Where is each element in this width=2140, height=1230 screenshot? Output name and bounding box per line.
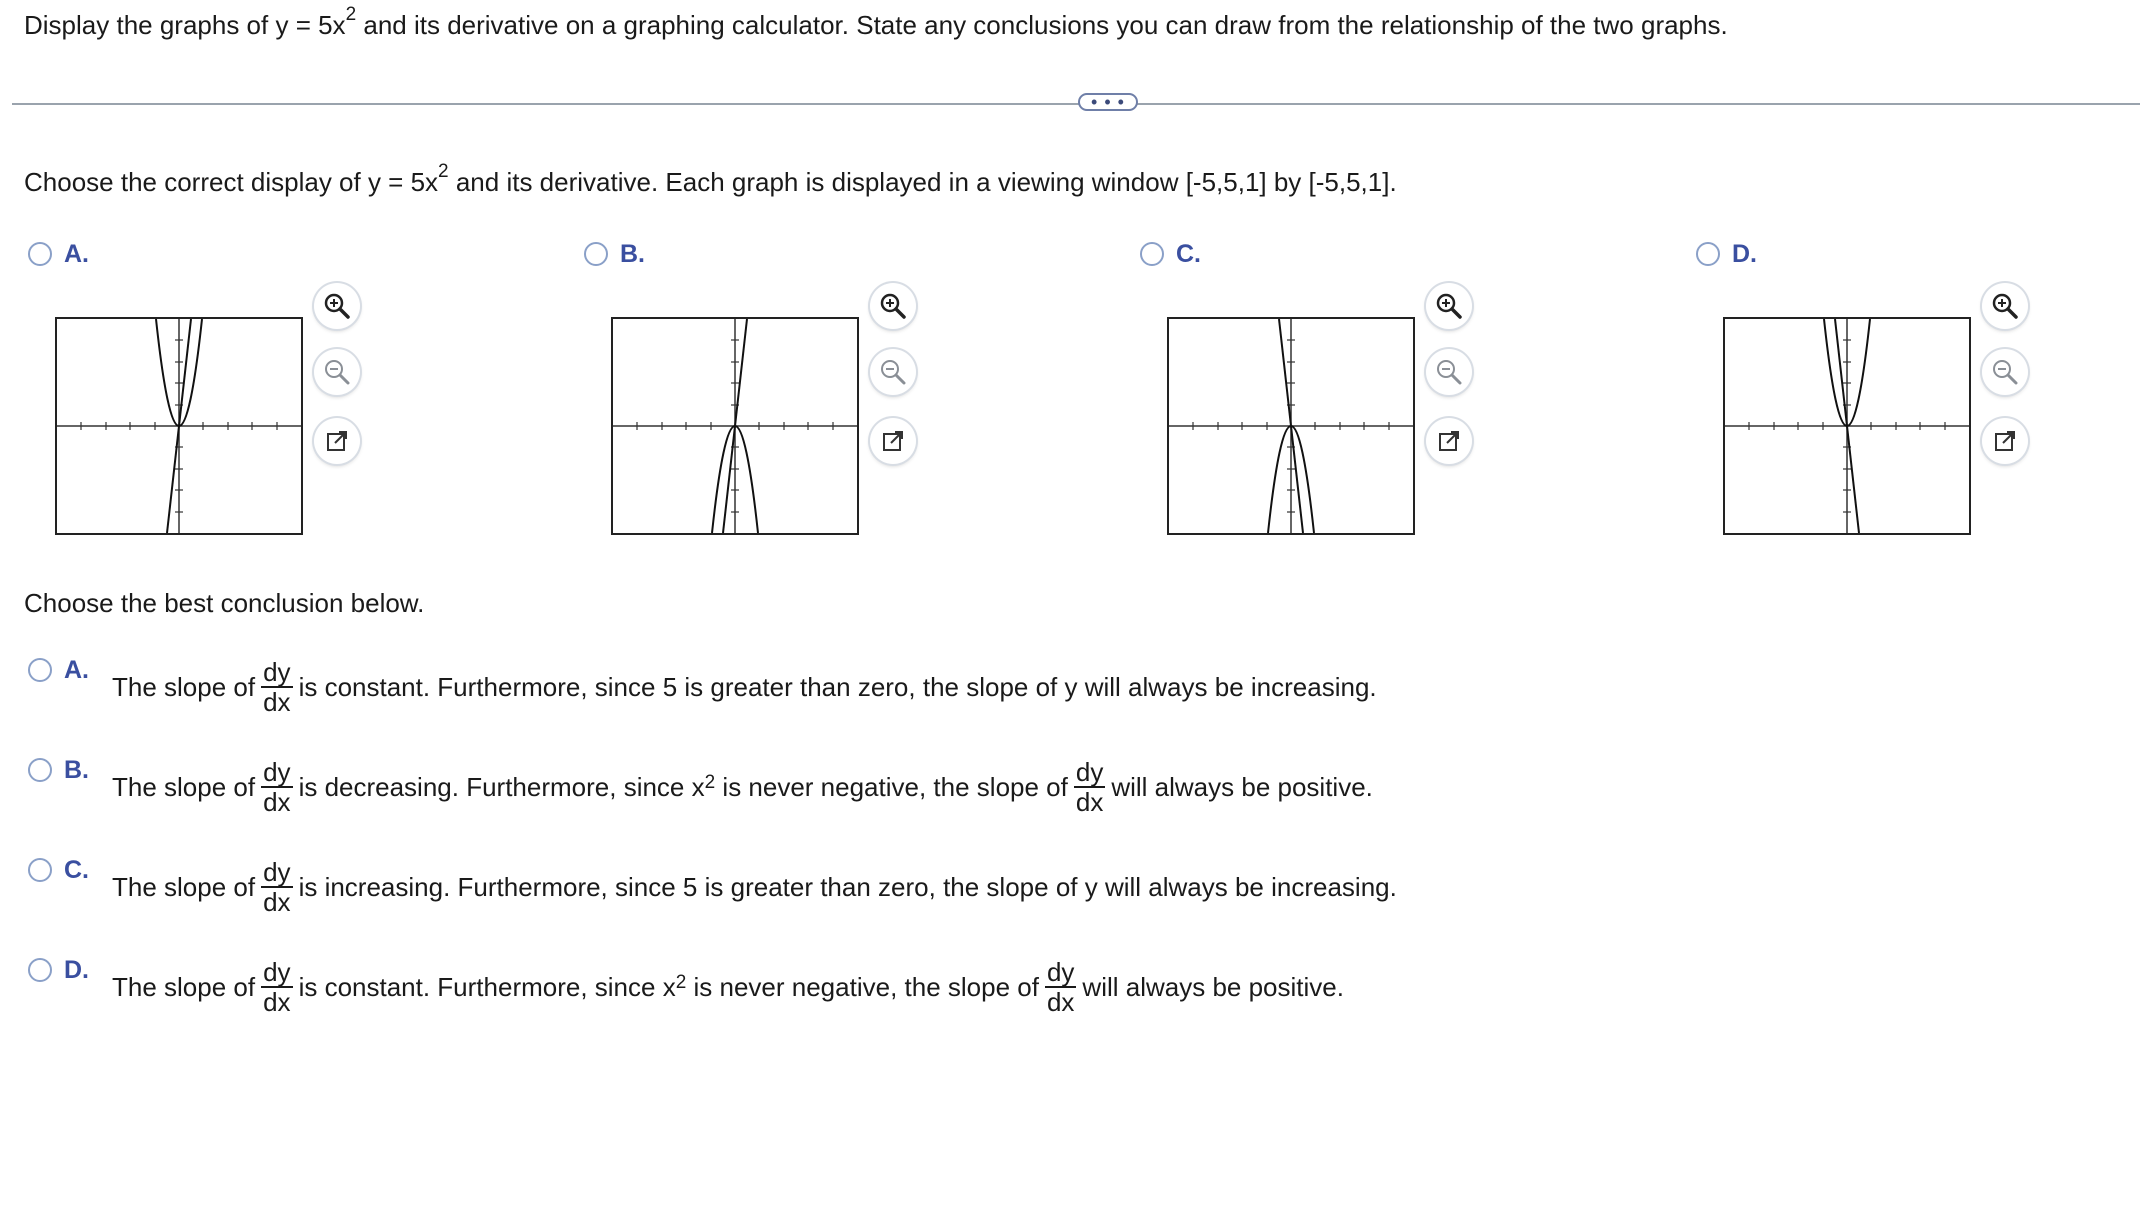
zoom-in-button[interactable]	[870, 283, 916, 329]
open-external-button[interactable]	[314, 418, 360, 464]
zoom-out-button[interactable]	[314, 349, 360, 395]
section-divider	[12, 103, 2140, 105]
conclusion-a-letter: A.	[64, 656, 89, 684]
fraction-dy-dx: $\frac{dy}{dx}$	[263, 657, 291, 717]
open-external-icon	[1436, 428, 1462, 454]
graph-option-a-radio[interactable]	[28, 242, 52, 266]
graph-option-c-radio[interactable]	[1140, 242, 1164, 266]
zoom-out-icon	[322, 357, 352, 387]
zoom-out-icon	[878, 357, 908, 387]
zoom-in-button[interactable]	[1426, 283, 1472, 329]
fraction-dy-dx: $\frac{dy}{dx}$	[263, 857, 291, 917]
more-button[interactable]: • • •	[1078, 93, 1138, 111]
zoom-out-icon	[1990, 357, 2020, 387]
conclusion-d-letter: D.	[64, 956, 89, 984]
fraction-dy-dx: $\frac{dy}{dx}$	[1075, 757, 1104, 817]
open-external-icon	[324, 428, 350, 454]
fraction-dy-dx: $\frac{dy}{dx}$	[263, 957, 291, 1017]
conclusion-d-radio[interactable]	[28, 958, 52, 982]
zoom-in-icon	[1990, 291, 2020, 321]
conclusion-a-radio[interactable]	[28, 658, 52, 682]
open-external-icon	[880, 428, 906, 454]
zoom-out-icon	[1434, 357, 1464, 387]
question-pre: Display the graphs of y = 5x	[24, 10, 346, 40]
conclusion-b-radio[interactable]	[28, 758, 52, 782]
zoom-out-button[interactable]	[870, 349, 916, 395]
graph-option-b-letter: B.	[620, 240, 645, 268]
fraction-dy-dx: $\frac{dy}{dx}$	[1046, 957, 1075, 1017]
conclusion-d-text: The slope of $\frac{dy}{dx}$ is constant. Furthermore, since x $^2$ is never negative, the slope of $\frac{dy}{dx}$ will always be positive.	[112, 957, 1344, 1017]
conclusion-b-letter: B.	[64, 756, 89, 784]
conclusion-c-radio[interactable]	[28, 858, 52, 882]
zoom-in-icon	[878, 291, 908, 321]
zoom-in-button[interactable]	[314, 283, 360, 329]
open-external-icon	[1992, 428, 2018, 454]
graph-option-d-radio[interactable]	[1696, 242, 1720, 266]
graph-option-c	[1167, 317, 1415, 535]
question-exponent: 2	[345, 4, 357, 26]
zoom-in-button[interactable]	[1982, 283, 2028, 329]
question-text	[24, 4, 1728, 41]
graph-option-b	[611, 317, 859, 535]
graph-option-d-letter: D.	[1732, 240, 1757, 268]
open-external-button[interactable]	[870, 418, 916, 464]
open-external-button[interactable]	[1426, 418, 1472, 464]
part2-prompt: Choose the best conclusion below.	[24, 588, 425, 618]
graph-option-b-radio[interactable]	[584, 242, 608, 266]
fraction-dy-dx: $\frac{dy}{dx}$	[263, 757, 291, 817]
conclusion-b-text: The slope of $\frac{dy}{dx}$ is decreasing. Furthermore, since x $^2$ is never negative, the slope of $\frac{dy}{dx}$ will always be positive.	[112, 757, 1373, 817]
graph-option-a-letter: A.	[64, 240, 89, 268]
zoom-out-button[interactable]	[1982, 349, 2028, 395]
graph-option-a	[55, 317, 303, 535]
part1-prompt: Choose the correct display of $y = 5x^2$ and its derivative. Each graph is displayed in a viewing window [-5,5,1] by [-5,5,1].	[24, 161, 1397, 197]
graph-option-d	[1723, 317, 1971, 535]
zoom-in-icon	[322, 291, 352, 321]
graph-option-c-letter: C.	[1176, 240, 1201, 268]
conclusion-c-letter: C.	[64, 856, 89, 884]
zoom-out-button[interactable]	[1426, 349, 1472, 395]
open-external-button[interactable]	[1982, 418, 2028, 464]
zoom-in-icon	[1434, 291, 1464, 321]
question-post: and its derivative on a graphing calculator. State any conclusions you can draw from the relationship of the two graphs.	[356, 10, 1728, 40]
conclusion-c-text: The slope of $\frac{dy}{dx}$ is increasing. Furthermore, since 5 is greater than zero, the slope of y will always be increasing.	[112, 857, 1397, 917]
conclusion-a-text: The slope of $\frac{dy}{dx}$ is constant. Furthermore, since 5 is greater than zero, the slope of y will always be increasing.	[112, 657, 1377, 717]
